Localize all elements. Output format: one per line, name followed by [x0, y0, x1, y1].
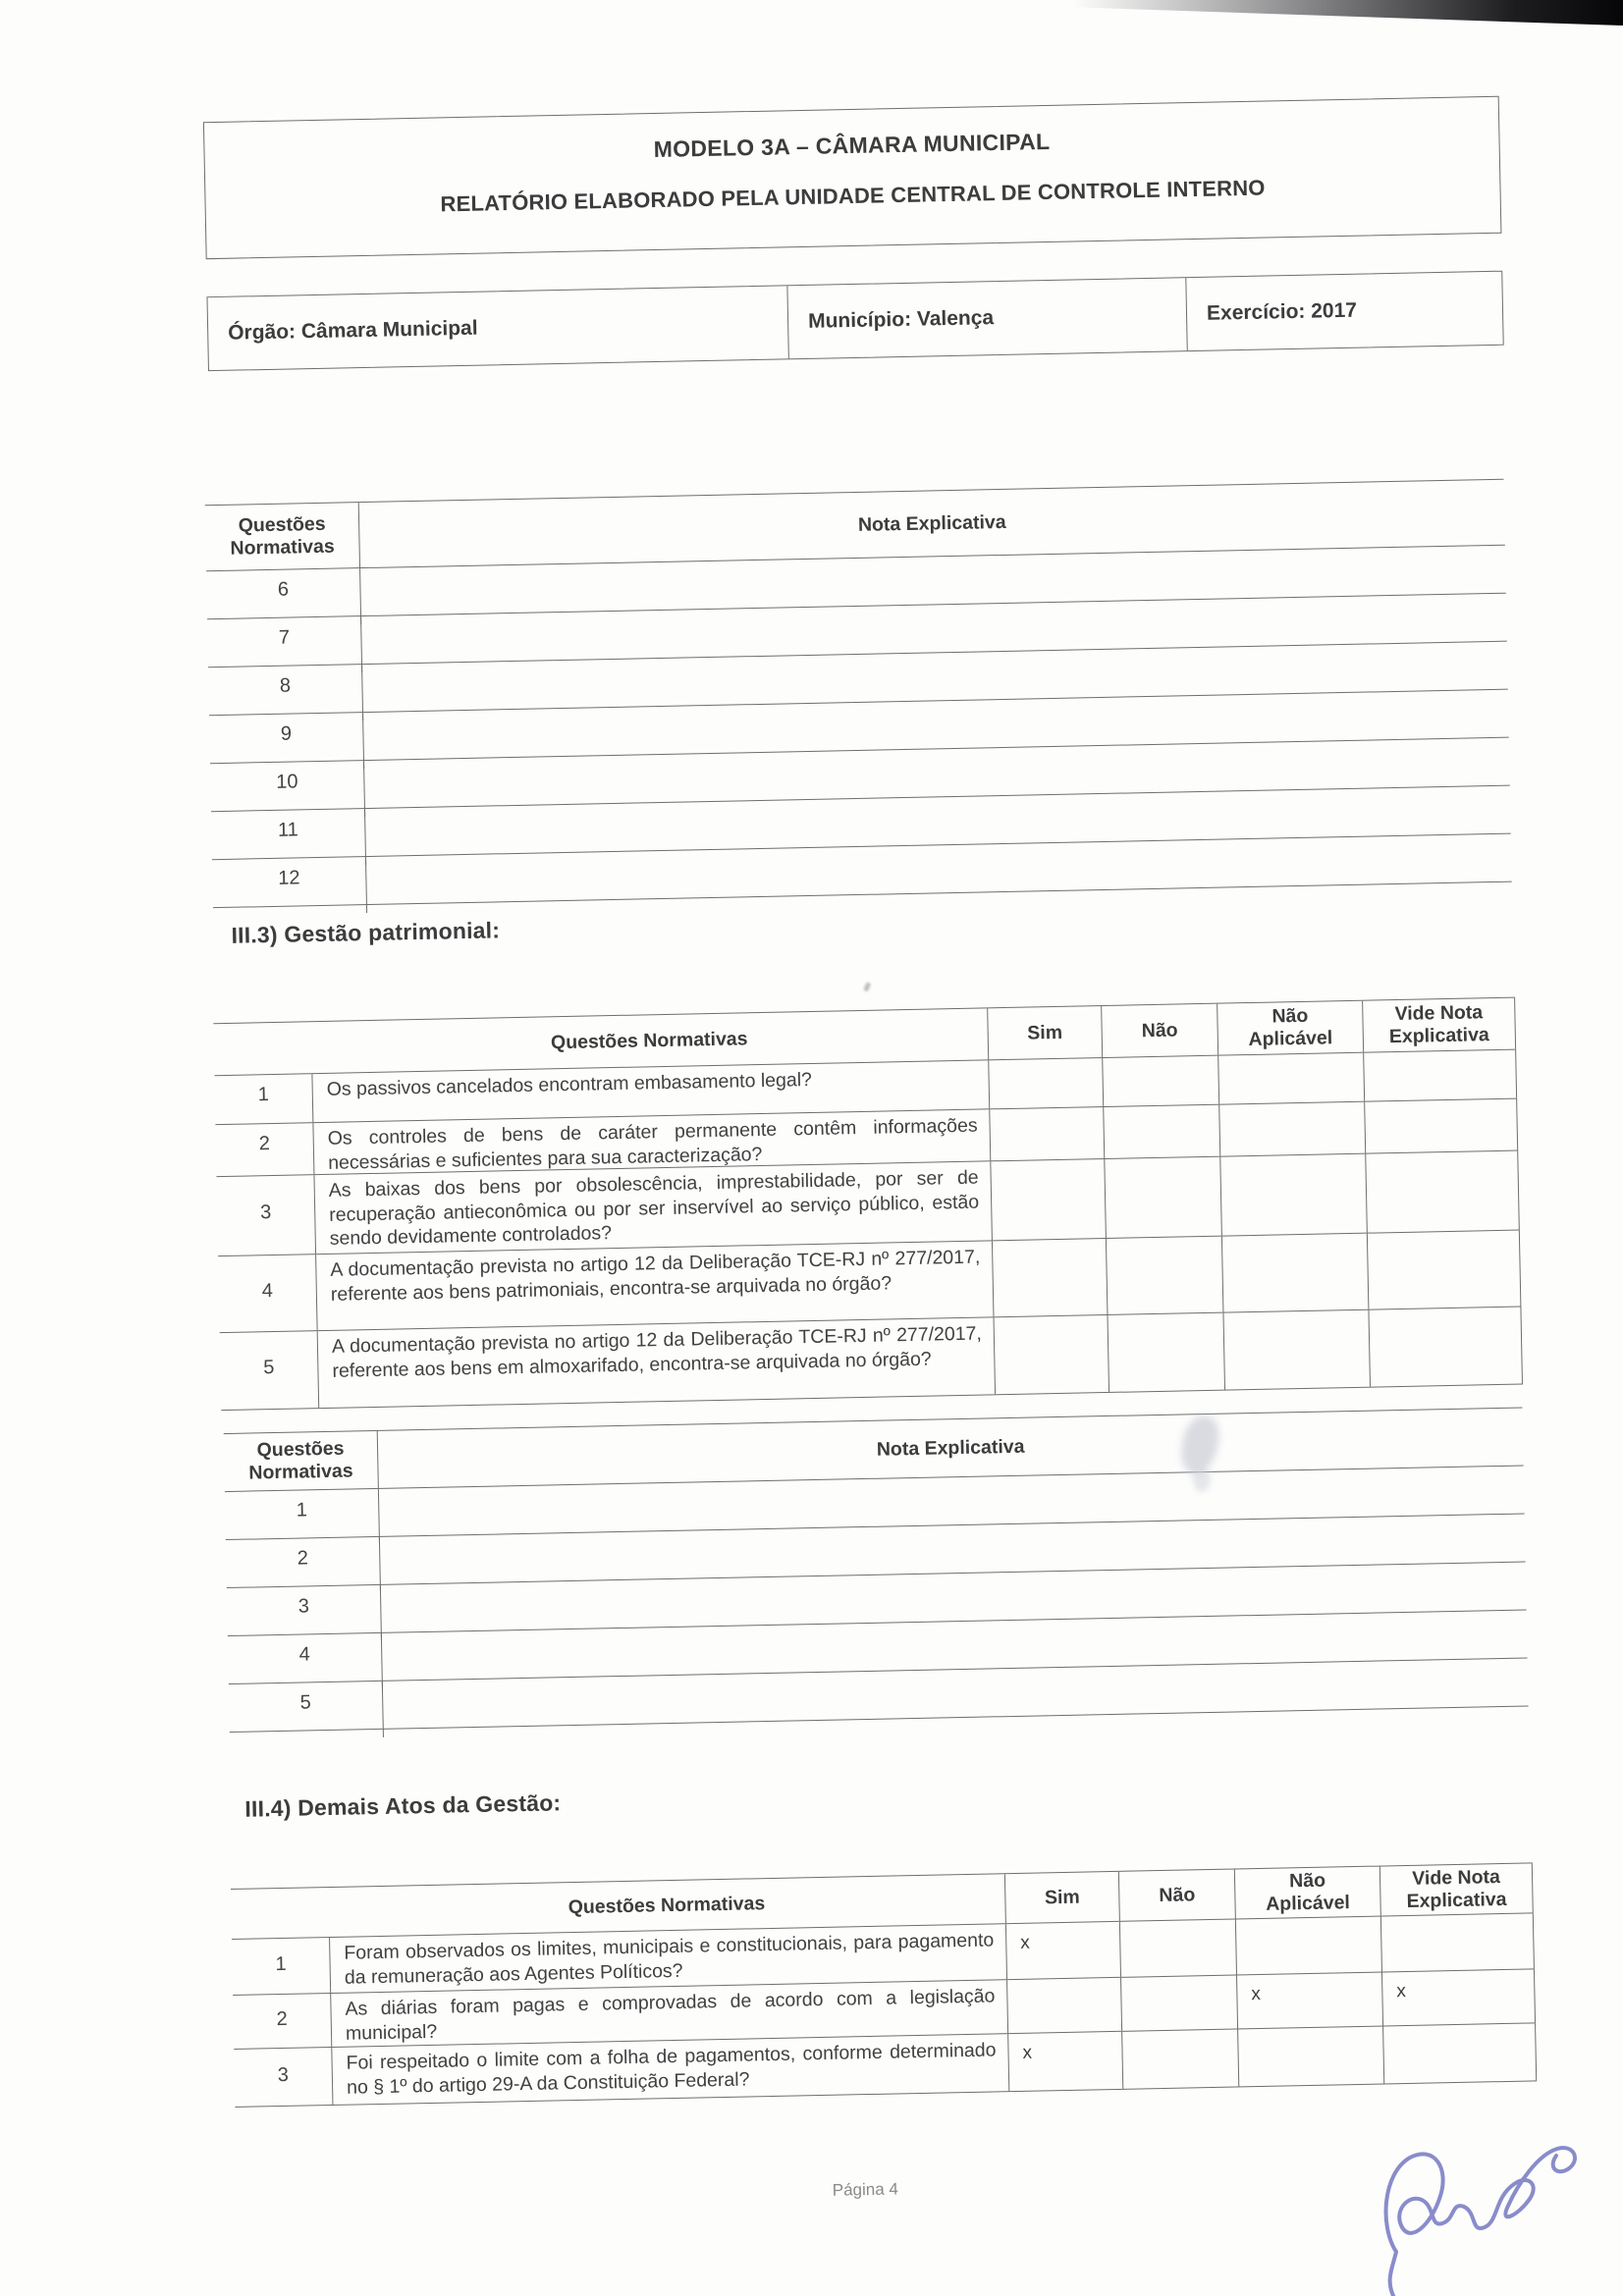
answer-vide — [1380, 1913, 1535, 1971]
notes-table-iii3 — [224, 1408, 1529, 1733]
notes-table-6-12 — [205, 479, 1512, 908]
question-text: Foi respeitado o limite com a folha de pagamentos, conforme determinado no § 1º do artigo 29-A da Constituição Federal? — [331, 2034, 1008, 2105]
row-number: 10 — [210, 761, 365, 820]
answer-sim: x — [1007, 2032, 1122, 2091]
row-number: 1 — [225, 1489, 380, 1548]
answer-vide — [1365, 1151, 1520, 1233]
row-number: 11 — [211, 809, 366, 868]
col-questoes-normativas: Questões Normativas — [205, 503, 360, 570]
question-text: As diárias foram pagas e comprovadas de acordo com a legislação municipal? — [330, 1980, 1007, 2047]
answer-sim — [989, 1107, 1104, 1160]
answer-na — [1219, 1154, 1367, 1236]
question-number: 2 — [258, 1133, 271, 1155]
row-number: 12 — [212, 857, 367, 916]
question-text: A documentação prevista no artigo 12 da Deliberação TCE-RJ nº 277/2017, referente aos bens em almoxarifado, encontra-se arquivada no órgão? — [317, 1317, 995, 1408]
header-questoes: Questões Normativas — [550, 1027, 748, 1053]
header-nao-aplicavel: Não Aplicável — [1217, 1001, 1363, 1055]
row-number: 2 — [226, 1537, 381, 1596]
header-sim: Sim — [1004, 1872, 1119, 1923]
answer-sim — [990, 1159, 1106, 1240]
row-number: 4 — [228, 1633, 383, 1692]
row-number: 7 — [207, 616, 362, 675]
scan-speck — [863, 982, 871, 991]
col-nota-explicativa: Nota Explicativa — [857, 510, 1006, 536]
answer-sim — [988, 1058, 1103, 1108]
orgao-field: Órgão: Câmara Municipal — [227, 316, 478, 345]
question-number: 5 — [263, 1357, 275, 1379]
questions-table-iii3 — [213, 997, 1523, 1412]
header-vide-nota: Vide Nota Explicativa — [1380, 1863, 1534, 1915]
answer-na — [1237, 2027, 1383, 2087]
question-number: 1 — [257, 1084, 270, 1106]
header-nao-aplicavel: Não Aplicável — [1234, 1867, 1380, 1919]
answer-nao — [1107, 1313, 1224, 1392]
answer-nao — [1102, 1056, 1218, 1106]
document-subtitle: RELATÓRIO ELABORADO PELA UNIDADE CENTRAL DE CONTROLE INTERNO — [440, 175, 1266, 217]
answer-sim — [992, 1239, 1108, 1316]
page-number: Página 4 — [832, 2179, 899, 2200]
row-number: 6 — [206, 568, 361, 627]
exercicio-field: Exercício: 2017 — [1185, 272, 1502, 350]
answer-vide — [1364, 1099, 1518, 1153]
answer-vide — [1363, 1050, 1517, 1101]
answer-nao — [1119, 1920, 1236, 1977]
answer-vide — [1368, 1308, 1523, 1387]
answer-nao — [1120, 1975, 1237, 2030]
header-sim: Sim — [987, 1006, 1102, 1059]
header-spacer — [213, 1022, 311, 1075]
row-number: 8 — [208, 665, 363, 723]
question-number: 3 — [259, 1201, 272, 1224]
question-number: 4 — [261, 1280, 274, 1303]
question-text: Os passivos cancelados encontram embasamento legal? — [311, 1060, 989, 1122]
question-number: 3 — [277, 2063, 290, 2087]
answer-sim — [1006, 1978, 1121, 2033]
answer-na — [1218, 1102, 1365, 1156]
col-nota-explicativa: Nota Explicativa — [876, 1435, 1025, 1461]
header-nao: Não — [1101, 1004, 1217, 1057]
municipio-field: Município: Valença — [786, 278, 1186, 358]
answer-sim: x — [1005, 1922, 1120, 1979]
answer-vide — [1367, 1231, 1522, 1309]
answer-na — [1222, 1310, 1370, 1390]
info-row — [206, 271, 1503, 371]
section-heading-iii3: III.3) Gestão patrimonial: — [231, 917, 501, 948]
header-nao: Não — [1118, 1870, 1235, 1921]
answer-sim — [994, 1315, 1109, 1394]
answer-vide — [1382, 2023, 1537, 2083]
questions-table-iii4 — [231, 1862, 1537, 2108]
document-title: MODELO 3A – CÂMARA MUNICIPAL — [653, 128, 1051, 163]
question-number: 1 — [275, 1952, 287, 1976]
handwritten-signature — [1271, 2079, 1620, 2296]
answer-nao — [1106, 1237, 1223, 1314]
title-box — [203, 96, 1502, 259]
section-heading-iii4: III.4) Demais Atos da Gestão: — [244, 1789, 562, 1822]
row-number: 5 — [229, 1682, 384, 1740]
question-number: 2 — [276, 2007, 288, 2031]
header-vide-nota: Vide Nota Explicativa — [1362, 998, 1516, 1052]
answer-na — [1217, 1053, 1364, 1104]
row-number: 9 — [209, 713, 364, 772]
answer-na — [1221, 1234, 1369, 1312]
header-questoes: Questões Normativas — [568, 1892, 766, 1918]
question-text: As baixas dos bens por obsolescência, imprestabilidade, por ser de recuperação antieconômica ou por ser inservível ao serviço público, estão sendo devidamente controlados? — [313, 1161, 991, 1254]
answer-nao — [1104, 1157, 1221, 1238]
question-text: Foram observados os limites, municipais e constitucionais, para pagamento da remuneração aos Agentes Políticos? — [329, 1924, 1006, 1993]
row-number: 3 — [227, 1585, 382, 1644]
answer-na — [1235, 1917, 1381, 1975]
question-text: A documentação prevista no artigo 12 da Deliberação TCE-RJ nº 277/2017, referente aos bens patrimoniais, encontra-se arquivada no órgão? — [315, 1241, 993, 1330]
answer-nao — [1121, 2029, 1238, 2088]
col-questoes-normativas: Questões Normativas — [224, 1431, 379, 1491]
answer-na: x — [1236, 1973, 1382, 2029]
answer-vide: x — [1381, 1969, 1536, 2025]
question-text: Os controles de bens de caráter permanente contêm informações necessárias e suficientes para sua caracterização? — [312, 1109, 990, 1174]
header-spacer — [231, 1888, 329, 1939]
answer-nao — [1103, 1105, 1219, 1158]
